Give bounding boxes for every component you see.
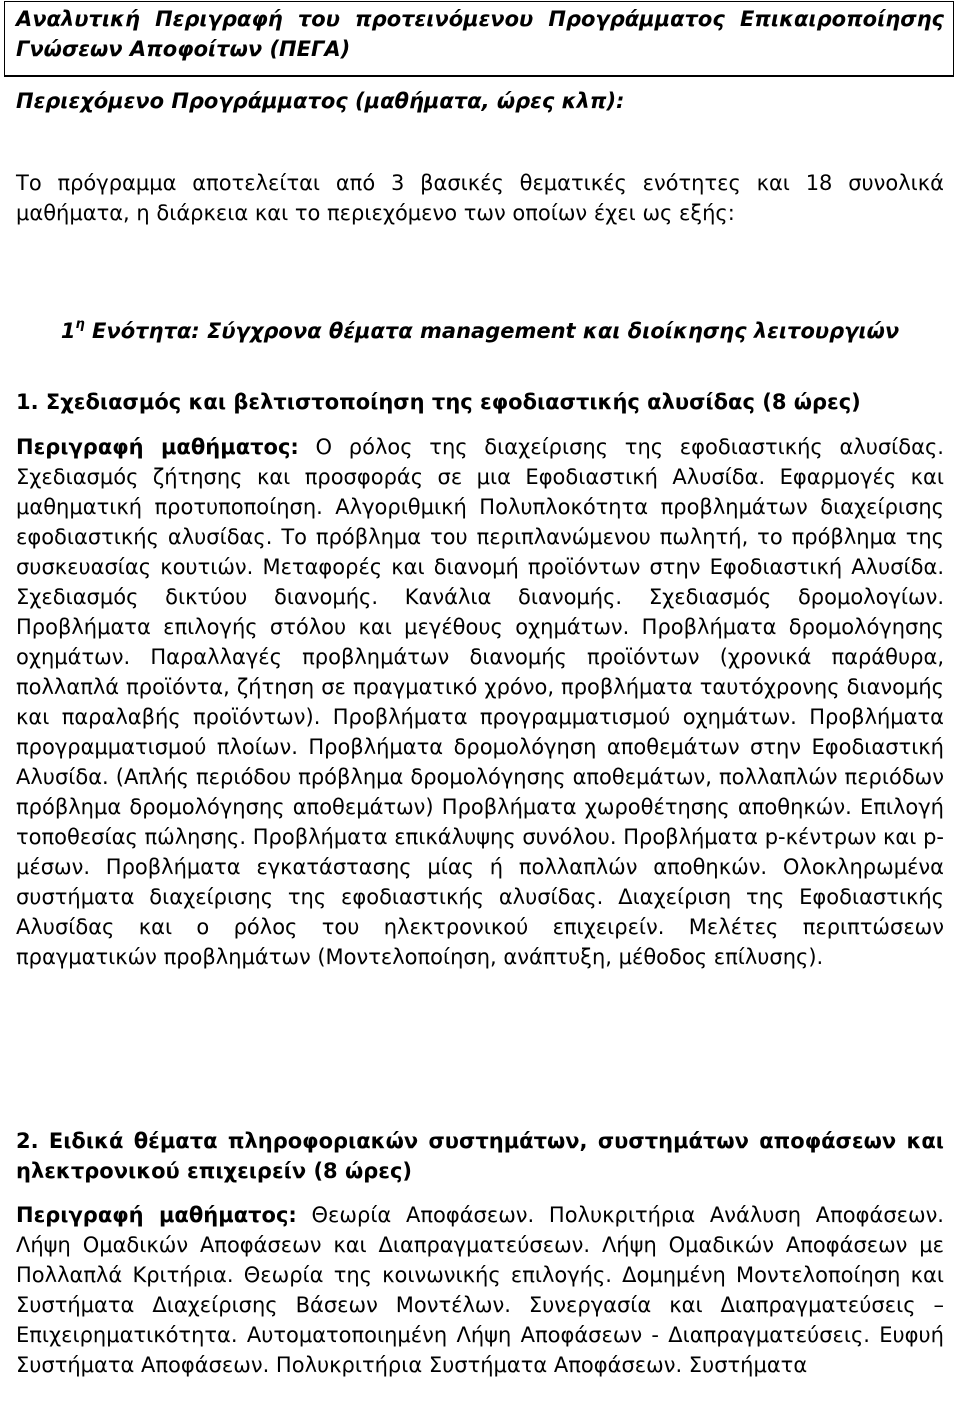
description-label: Περιγραφή μαθήματος: (16, 1203, 297, 1227)
document-title: Αναλυτική Περιγραφή του προτεινόμενου Προγράμματος Επικαιροποίησης Γνώσεων Αποφοίτων (ΠΕΓΑ) (16, 7, 944, 61)
course-1 (16, 387, 944, 972)
course-description (16, 1200, 944, 1380)
description-text: Ο ρόλος της διαχείρισης της εφοδιαστικής αλυσίδας. Σχεδιασμός ζήτησης και προσφοράς σε μια Εφοδιαστική Αλυσίδα. Εφαρμογές και μαθηματική προτυποποίηση. Αλγοριθμική Πολυπλοκότητα προβλημάτων διαχείρισης εφοδιαστικής αλυσίδας. Το πρόβλημα του περιπλανώμενου πωλητή, το πρόβλημα της συσκευασίας κουτιών. Μεταφορές και διανομή προϊόντων στην Εφοδιαστική Αλυσίδα. Σχεδιασμός δικτύου διανομής. Κανάλια διανομής. Σχεδιασμός δρομολογίων. Προβλήματα επιλογής στόλου και μεγέθους οχημάτων. Προβλήματα δρομολόγησης οχημάτων. Παραλλαγές προβλημάτων διανομής προϊόντων (χρονικά παράθυρα, πολλαπλά προϊόντα, ζήτηση σε πραγματικό χρόνο, προβλήματα ταυτόχρονης διανομής και παραλαβής προϊόντων). Προβλήματα προγραμματισμού οχημάτων. Προβλήματα προγραμματισμού πλοίων. Προβλήματα δρομολόγηση αποθεμάτων στην Εφοδιαστική Αλυσίδα. (Απλής περιόδου πρόβλημα δρομολόγησης αποθεμάτων, πολλαπλών περιόδων πρόβλημα δρομολόγησης αποθεμάτων) Προβλήματα χωροθέτησης αποθηκών. Επιλογή τοποθεσίας πώλησης. Προβλήματα επικάλυψης συνόλου. Προβλήματα p-κέντρων και p-μέσων. Προβλήματα εγκατάστασης μίας ή πολλαπλών αποθηκών. Ολοκληρωμένα συστήματα διαχείρισης της εφοδιαστικής αλυσίδας. Διαχείριση της Εφοδιαστικής Αλυσίδας και ο ρόλος του ηλεκτρονικού επιχειρείν. Μελέτες περιπτώσεων πραγματικών προβλημάτων (Μοντελοποίηση, ανάπτυξη, μέθοδος επίλυσης). (16, 435, 944, 969)
intro-paragraph: Το πρόγραμμα αποτελείται από 3 βασικές θεματικές ενότητες και 18 συνολικά μαθήματα, η διάρκεια και το περιεχόμενο των οποίων έχει ως εξής: (16, 171, 944, 225)
course-2 (16, 1126, 944, 1380)
unit-heading (60, 312, 900, 346)
unit-ordinal: η (75, 317, 85, 332)
description-label: Περιγραφή μαθήματος: (16, 435, 299, 459)
program-content-heading: Περιεχόμενο Προγράμματος (μαθήματα, ώρες κλπ): (16, 89, 625, 113)
unit-title: Ενότητα: Σύγχρονα θέματα management και διοίκησης λειτουργιών (92, 319, 900, 343)
unit-number: 1 (60, 319, 76, 343)
course-description (16, 432, 944, 972)
course-title: 2. Ειδικά θέματα πληροφοριακών συστημάτων, συστημάτων αποφάσεων και ηλεκτρονικού επιχειρείν (8 ώρες) (16, 1129, 944, 1183)
description-text: Θεωρία Αποφάσεων. Πολυκριτήρια Ανάλυση Αποφάσεων. Λήψη Ομαδικών Αποφάσεων και Διαπραγματεύσεων. Λήψη Ομαδικών Αποφάσεων με Πολλαπλά Κριτήρια. Θεωρία της κοινωνικής επιλογής. Δομημένη Μοντελοποίηση και Συστήματα Διαχείρισης Βάσεων Μοντέλων. Συνεργασία και Διαπραγματεύσεις – Επιχειρηματικότητα. Αυτοματοποιημένη Λήψη Αποφάσεων - Διαπραγματεύσεις. Ευφυή Συστήματα Αποφάσεων. Πολυκριτήρια Συστήματα Αποφάσεων. Συστήματα (16, 1203, 944, 1377)
course-title: 1. Σχεδιασμός και βελτιστοποίηση της εφοδιαστικής αλυσίδας (8 ώρες) (16, 390, 861, 414)
